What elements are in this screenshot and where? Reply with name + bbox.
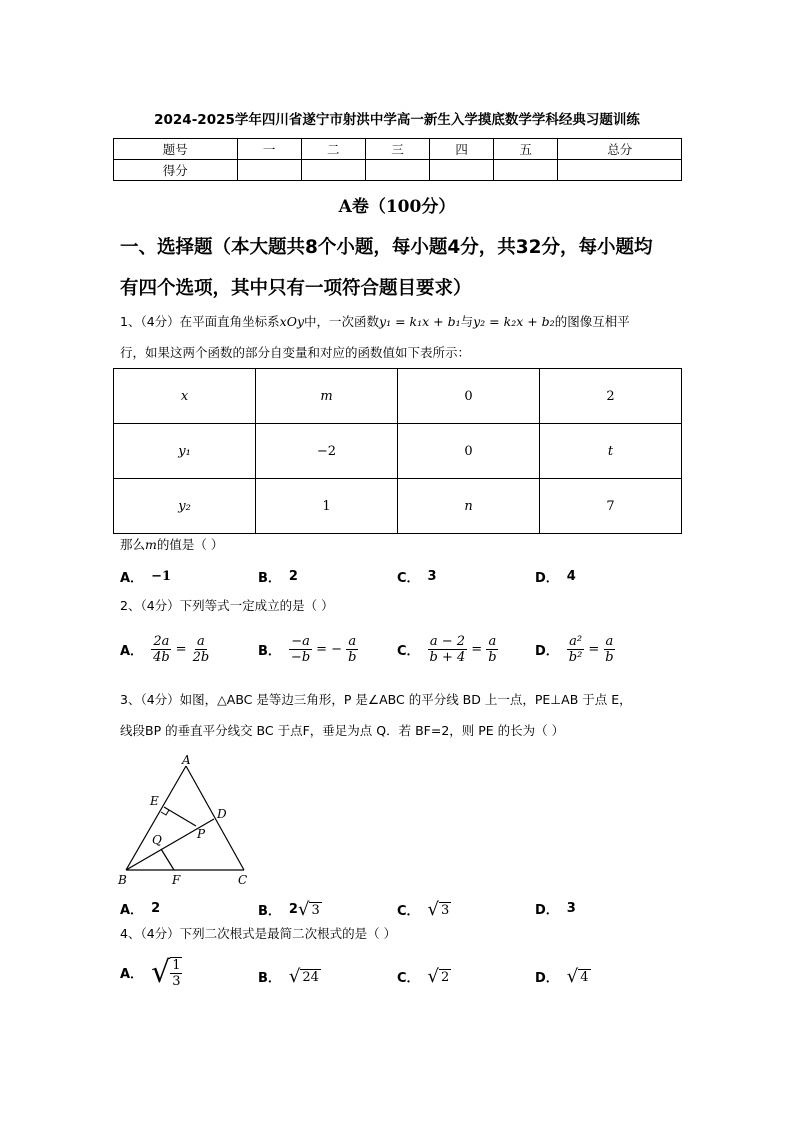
equals-sign: = (175, 642, 187, 657)
option-label: A． (120, 644, 144, 659)
denominator: b² (568, 650, 583, 665)
option-label: C． (397, 644, 420, 659)
q4-option-d[interactable] (535, 966, 591, 987)
fraction (289, 634, 312, 665)
q2-option-d[interactable] (535, 634, 616, 665)
q3-option-c[interactable] (397, 899, 451, 920)
option-label: D． (535, 644, 559, 659)
denominator: b (488, 650, 497, 665)
option-label: B． (258, 904, 281, 919)
q1-xoy: xOy (279, 314, 305, 329)
q1-suffix: 的图像互相平 (554, 314, 630, 329)
denominator: b + 4 (429, 650, 466, 665)
table-cell: −2 (256, 424, 398, 479)
table-cell: 三 (365, 139, 429, 160)
option-value: 2 (288, 569, 298, 584)
table-row (114, 479, 682, 534)
label-c: C (238, 873, 248, 887)
option-label: C． (397, 971, 420, 986)
table-cell: m (256, 369, 398, 424)
table-cell: 0 (398, 424, 540, 479)
equals-sign: = (471, 642, 483, 657)
radicand: 3 (311, 902, 320, 918)
option-label: D． (535, 903, 559, 918)
table-cell: t (540, 424, 682, 479)
table-cell: y₁ (114, 424, 256, 479)
question-4-text: 4、（4分）下列二次根式是最简二次根式的是（ ） (120, 926, 397, 941)
score-input-cell[interactable] (430, 160, 494, 181)
table-cell: y₂ (114, 479, 256, 534)
label-a: A (182, 753, 191, 767)
radicand: 3 (441, 902, 450, 918)
option-label: D． (535, 971, 559, 986)
label-f: F (172, 873, 181, 887)
q1-value-table (113, 368, 682, 534)
q4-option-c[interactable] (397, 966, 451, 987)
table-row (114, 160, 682, 181)
denominator: 3 (172, 973, 181, 989)
q4-option-a[interactable] (120, 955, 182, 990)
q1-ask-post: 的值是（ ） (156, 537, 224, 552)
table-row (114, 139, 682, 160)
q3-option-b[interactable] (258, 899, 322, 920)
sqrt-symbol: √ 3 (427, 899, 450, 920)
sqrt-symbol: √ $\frac{1}{3}$ (151, 955, 181, 990)
option-value: 2 (151, 901, 161, 916)
q1-option-a[interactable] (120, 567, 171, 586)
q1-ask-var: m (145, 537, 157, 552)
q4-option-b[interactable] (258, 966, 321, 987)
option-label: A． (120, 571, 144, 586)
section-heading-line2: 有四个选项，其中只有一项符合题目要求） (120, 278, 472, 299)
numerator: 1 (172, 957, 181, 973)
sqrt-symbol: √ 24 (288, 966, 319, 987)
score-input-cell[interactable] (365, 160, 429, 181)
denominator: 4b (153, 650, 170, 665)
fraction (428, 634, 468, 665)
sqrt-symbol: √ 3 (297, 899, 320, 920)
option-label: C． (397, 904, 420, 919)
option-label: B． (258, 644, 281, 659)
table-cell: 五 (494, 139, 558, 160)
q1-option-d[interactable] (535, 567, 576, 586)
sqrt-symbol: √ 2 (427, 966, 450, 987)
radicand: 4 (580, 969, 589, 985)
table-cell: 四 (430, 139, 494, 160)
option-label: C． (397, 571, 420, 586)
table-row (114, 424, 682, 479)
table-cell: 二 (301, 139, 365, 160)
q1-mid: 中，一次函数 (304, 314, 380, 329)
q1-ask-pre: 那么 (120, 537, 146, 552)
q1-prefix: 1、（4分）在平面直角坐标系 (120, 314, 280, 329)
q3-option-a[interactable] (120, 899, 160, 918)
option-value: 3 (566, 901, 576, 916)
radicand: 2 (441, 969, 450, 985)
numerator: −a (291, 634, 310, 649)
fraction (603, 634, 615, 665)
table-cell: x (114, 369, 256, 424)
segment-qf (161, 849, 174, 870)
section-heading-line1: 一、选择题（本大题共8个小题，每小题4分，共32分，每小题均 (120, 237, 653, 258)
segment-pe (164, 807, 196, 826)
q1-option-b[interactable] (258, 567, 298, 586)
question-1-line2: 行，如果这两个函数的部分自变量和对应的函数值如下表所示： (120, 345, 471, 360)
table-cell: 1 (256, 479, 398, 534)
q1-function-2: y₂ = k₂x + b₂ (473, 314, 555, 329)
denominator: b (348, 650, 357, 665)
numerator: a (605, 634, 614, 649)
denominator: −b (290, 650, 311, 665)
question-1-ask (120, 537, 690, 553)
equals-sign: = − (316, 642, 343, 657)
question-2-text: 2、（4分）下列等式一定成立的是（ ） (120, 598, 334, 613)
table-cell: 一 (237, 139, 301, 160)
label-b: B (118, 873, 127, 887)
label-q: Q (152, 833, 162, 847)
numerator: a (348, 634, 357, 649)
table-cell: 0 (398, 369, 540, 424)
score-input-cell[interactable] (237, 160, 301, 181)
label-d: D (217, 807, 227, 821)
segment-ac (186, 766, 244, 870)
denominator: b (605, 650, 614, 665)
fraction (191, 634, 212, 665)
score-table (113, 138, 682, 181)
numerator: a − 2 (429, 634, 466, 649)
question-3-line2: 线段BP 的垂直平分线交 BC 于点F，垂足为点 Q．若 BF=2，则 PE 的长为（ ） (120, 723, 565, 738)
q2-option-a[interactable] (120, 634, 211, 665)
numerator: a (196, 634, 205, 649)
table-cell: 2 (540, 369, 682, 424)
fraction (486, 634, 498, 665)
right-angle-mark (161, 810, 169, 815)
q1-and: 与 (460, 314, 474, 329)
section-a-title: A卷（100分） (338, 197, 456, 217)
option-label: A． (120, 967, 144, 982)
table-cell: 7 (540, 479, 682, 534)
q2-option-c[interactable] (397, 634, 499, 665)
option-label: B． (258, 571, 281, 586)
table-cell: 题号 (114, 139, 238, 160)
page-title: 2024-2025学年四川省遂宁市射洪中学高一新生入学摸底数学学科经典习题训练 (154, 112, 640, 128)
q3-option-d[interactable] (535, 899, 576, 918)
sqrt-symbol: √ 4 (566, 966, 589, 987)
table-cell: n (398, 479, 540, 534)
fraction (170, 957, 182, 989)
option-label: B． (258, 971, 281, 986)
score-input-cell[interactable] (558, 160, 682, 181)
option-label: D． (535, 571, 559, 586)
option-value: −1 (151, 569, 172, 584)
score-input-cell[interactable] (301, 160, 365, 181)
segment-ab (126, 766, 186, 870)
question-3-line1: 3、（4分）如图，△ABC 是等边三角形，P 是∠ABC 的平分线 BD 上一点，PE⊥AB 于点 E， (120, 692, 632, 707)
question-1-line1 (120, 314, 690, 330)
score-input-cell[interactable] (494, 160, 558, 181)
fraction (346, 634, 358, 665)
option-label: A． (120, 903, 144, 918)
numerator: a (488, 634, 497, 649)
equals-sign: = (588, 642, 600, 657)
label-p: P (197, 827, 206, 841)
q1-option-c[interactable] (397, 567, 437, 586)
fraction (151, 634, 172, 665)
triangle-figure (110, 752, 260, 890)
option-coefficient: 2 (288, 902, 298, 917)
q2-option-b[interactable] (258, 634, 358, 665)
denominator: 2b (192, 650, 210, 665)
table-cell: 总分 (558, 139, 682, 160)
table-row (114, 369, 682, 424)
radicand: 24 (302, 969, 319, 985)
option-value: 4 (566, 569, 576, 584)
option-value: 3 (427, 569, 437, 584)
numerator: a² (569, 634, 583, 649)
q1-function-1: y₁ = k₁x + b₁ (379, 314, 461, 329)
numerator: 2a (153, 634, 170, 649)
table-cell: 得分 (114, 160, 238, 181)
label-e: E (150, 794, 159, 808)
fraction (567, 634, 585, 665)
